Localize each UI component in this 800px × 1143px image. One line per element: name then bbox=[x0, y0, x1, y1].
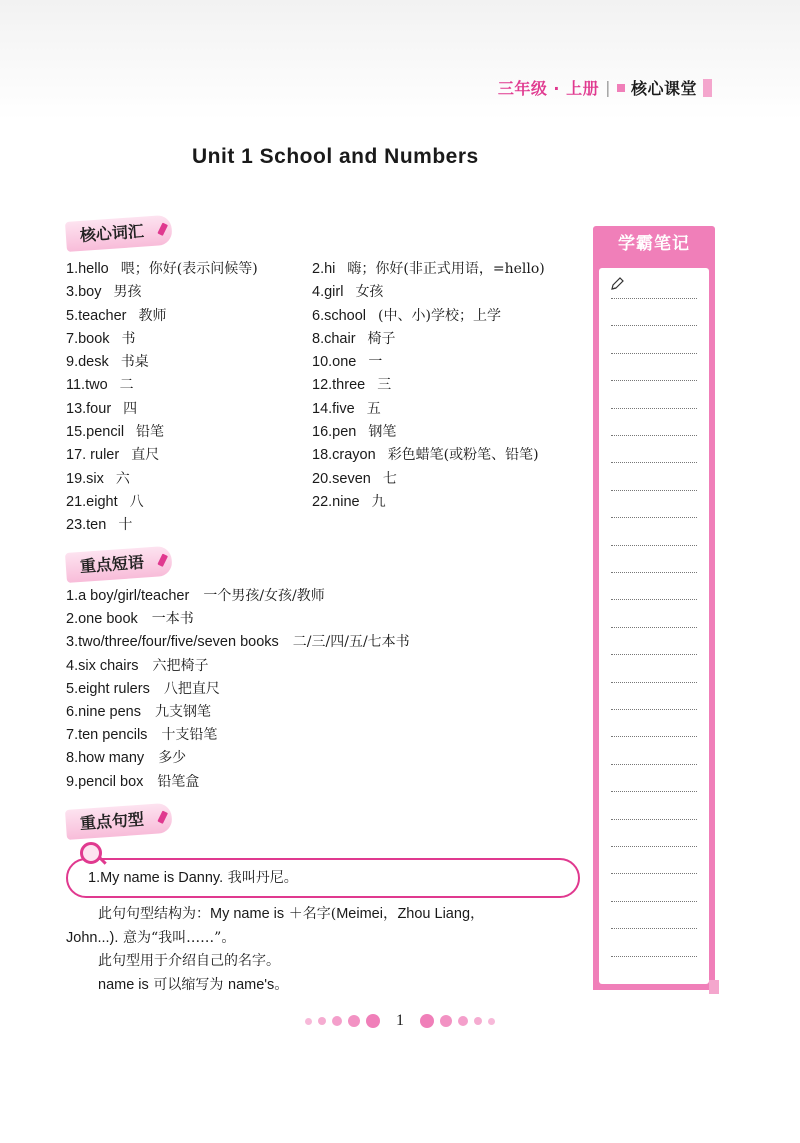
note-line bbox=[611, 517, 697, 518]
vocab-word: 22.nine bbox=[312, 493, 360, 510]
vocab-item bbox=[66, 421, 312, 444]
decor-dot bbox=[305, 1018, 312, 1025]
vocab-meaning: 女孩 bbox=[355, 284, 384, 301]
vocab-meaning: 男孩 bbox=[113, 284, 142, 301]
vocab-word: 2.hi bbox=[312, 261, 336, 277]
decor-dot bbox=[348, 1015, 360, 1027]
notes-tab bbox=[709, 980, 719, 994]
note-line bbox=[611, 819, 697, 820]
section-label-text: 重点短语 bbox=[79, 552, 145, 577]
decor-dot bbox=[420, 1014, 434, 1028]
note-line bbox=[611, 654, 697, 655]
decor-dot bbox=[474, 1017, 482, 1025]
decor-dot bbox=[318, 1017, 326, 1025]
vocab-word: 11.two bbox=[66, 377, 108, 394]
vocab-meaning: 嗨；你好(非正式用语，=hello) bbox=[347, 261, 545, 277]
square-bullet-icon bbox=[617, 84, 625, 92]
vocab-meaning: (中、小)学校；上学 bbox=[378, 307, 501, 324]
explanation-text: My name is bbox=[210, 906, 285, 922]
vocab-item bbox=[312, 444, 586, 467]
vocab-item bbox=[66, 444, 312, 467]
explanation-line-3 bbox=[66, 950, 580, 974]
vocab-word: 4.girl bbox=[312, 284, 344, 301]
vocab-meaning: 彩色蜡笔(或粉笔、铅笔) bbox=[387, 447, 539, 464]
explanation-text: John...). bbox=[66, 929, 119, 946]
vocab-meaning: 四 bbox=[123, 400, 138, 417]
vocab-meaning: 书桌 bbox=[120, 354, 149, 371]
vocab-item bbox=[66, 351, 312, 374]
vocab-word: 17. ruler bbox=[66, 447, 120, 464]
explanation-text: name's。 bbox=[228, 976, 289, 993]
phrase-word: 3.two/three/four/five/seven books bbox=[66, 634, 279, 651]
vocab-item bbox=[312, 468, 586, 491]
vocab-word: 1.hello bbox=[66, 261, 109, 277]
note-line bbox=[611, 462, 697, 463]
key-sentence-cn: 我叫丹尼。 bbox=[227, 870, 298, 886]
vocab-word: 20.seven bbox=[312, 470, 371, 487]
phrase-meaning: 一个男孩/女孩/教师 bbox=[203, 588, 325, 604]
note-line bbox=[611, 298, 697, 299]
note-line bbox=[611, 599, 697, 600]
vocab-item bbox=[312, 281, 586, 304]
phrase-item bbox=[66, 585, 586, 608]
section-label-phrases bbox=[65, 546, 173, 583]
section-label-sentences bbox=[65, 803, 173, 840]
note-line bbox=[611, 408, 697, 409]
phrase-meaning: 多少 bbox=[158, 750, 187, 767]
note-line bbox=[611, 435, 697, 436]
note-line bbox=[611, 682, 697, 683]
book-header-tag bbox=[498, 76, 712, 99]
note-line bbox=[611, 709, 697, 710]
page-footer bbox=[0, 1010, 800, 1032]
vocab-item bbox=[312, 305, 586, 328]
vocab-meaning: 一 bbox=[368, 354, 383, 371]
explanation-text: 意为“我叫……”。 bbox=[123, 929, 236, 946]
vocab-meaning: 椅子 bbox=[367, 330, 396, 347]
note-line bbox=[611, 545, 697, 546]
note-line bbox=[611, 325, 697, 326]
explanation-text: name is bbox=[98, 976, 149, 993]
grade-label: 三年级 · 上册 bbox=[497, 79, 600, 98]
decor-dot bbox=[488, 1018, 495, 1025]
vocab-word: 5.teacher bbox=[66, 307, 127, 324]
vocab-word: 10.one bbox=[312, 354, 357, 371]
vocab-word: 18.crayon bbox=[312, 447, 376, 464]
vocab-item bbox=[312, 258, 586, 281]
vocab-meaning: 六 bbox=[115, 470, 130, 487]
phrase-meaning: 二/三/四/五/七本书 bbox=[292, 634, 410, 651]
vocab-item bbox=[66, 281, 312, 304]
phrase-word: 6.nine pens bbox=[66, 703, 141, 720]
vocab-meaning: 七 bbox=[382, 470, 397, 487]
vocab-meaning: 铅笔 bbox=[136, 424, 165, 441]
pen-icon bbox=[157, 223, 168, 236]
explanation-line-2 bbox=[66, 927, 580, 951]
pen-icon bbox=[157, 811, 168, 824]
header-end-block bbox=[703, 79, 712, 97]
phrase-item bbox=[66, 701, 586, 724]
vocab-item bbox=[312, 491, 586, 514]
note-line bbox=[611, 764, 697, 765]
explanation-text: 此句句型结构为： bbox=[98, 906, 210, 922]
notes-frame bbox=[593, 262, 715, 990]
decor-dot bbox=[366, 1014, 380, 1028]
vocab-meaning: 直尺 bbox=[131, 447, 160, 464]
vocab-meaning: 十 bbox=[118, 517, 133, 534]
vocab-word: 13.four bbox=[66, 400, 112, 417]
vocab-item bbox=[66, 305, 312, 328]
vocab-item bbox=[66, 328, 312, 351]
vocab-word: 23.ten bbox=[66, 517, 107, 534]
vocab-meaning: 教师 bbox=[138, 307, 167, 324]
vocab-meaning: 九 bbox=[371, 493, 386, 510]
notes-writing-area bbox=[599, 268, 709, 984]
phrase-word: 8.how many bbox=[66, 750, 145, 767]
course-label: 核心课堂 bbox=[630, 79, 697, 98]
phrase-word: 9.pencil box bbox=[66, 773, 144, 790]
phrase-list bbox=[66, 585, 586, 794]
notes-title: 学霸笔记 bbox=[593, 226, 715, 262]
explanation-line-1 bbox=[66, 903, 580, 927]
decor-dot bbox=[332, 1016, 342, 1026]
vocab-meaning: 五 bbox=[366, 400, 381, 417]
note-line bbox=[611, 380, 697, 381]
vocab-meaning: 钢笔 bbox=[368, 424, 397, 441]
vocab-word: 19.six bbox=[66, 470, 104, 487]
notes-panel bbox=[593, 226, 715, 996]
vocab-meaning: 八 bbox=[129, 493, 144, 510]
phrase-meaning: 一本书 bbox=[151, 611, 194, 628]
decor-dot bbox=[458, 1016, 468, 1026]
note-line bbox=[611, 353, 697, 354]
phrase-item bbox=[66, 678, 586, 701]
vocab-list bbox=[66, 258, 586, 538]
vocab-item bbox=[66, 374, 312, 397]
phrase-meaning: 十支铅笔 bbox=[161, 727, 218, 744]
phrase-item bbox=[66, 631, 586, 654]
phrase-word: 5.eight rulers bbox=[66, 680, 150, 697]
section-label-vocab bbox=[65, 215, 173, 252]
phrase-meaning: 六把椅子 bbox=[152, 657, 209, 674]
vocab-meaning: 三 bbox=[377, 377, 392, 394]
vocab-word: 8.chair bbox=[312, 330, 356, 347]
phrase-word: 1.a boy/girl/teacher bbox=[66, 588, 190, 604]
key-sentence-box bbox=[66, 858, 580, 898]
note-line bbox=[611, 928, 697, 929]
vocab-item bbox=[312, 374, 586, 397]
sentence-explanation bbox=[66, 903, 580, 997]
header-background bbox=[0, 0, 800, 120]
vocab-item bbox=[312, 328, 586, 351]
vocab-word: 7.book bbox=[66, 330, 110, 347]
note-line bbox=[611, 901, 697, 902]
phrase-meaning: 铅笔盒 bbox=[157, 773, 200, 790]
explanation-text: Meimei，Zhou Liang， bbox=[336, 906, 485, 922]
header-divider: | bbox=[605, 78, 611, 97]
phrase-item bbox=[66, 724, 586, 747]
note-line bbox=[611, 572, 697, 573]
vocab-word: 3.boy bbox=[66, 284, 102, 301]
phrase-item bbox=[66, 747, 586, 770]
explanation-line-4 bbox=[66, 974, 580, 998]
phrase-meaning: 九支钢笔 bbox=[154, 703, 211, 720]
vocab-item bbox=[312, 351, 586, 374]
vocab-word: 6.school bbox=[312, 307, 367, 324]
magnifier-icon bbox=[80, 842, 102, 864]
note-line bbox=[611, 791, 697, 792]
note-line bbox=[611, 956, 697, 957]
vocab-meaning: 书 bbox=[121, 330, 136, 347]
page-title: Unit 1 School and Numbers bbox=[192, 145, 479, 168]
note-line bbox=[611, 490, 697, 491]
pencil-icon bbox=[609, 276, 625, 292]
vocab-meaning: 二 bbox=[119, 377, 134, 394]
key-sentence-en: 1.My name is Danny. bbox=[88, 870, 224, 886]
vocab-word: 21.eight bbox=[66, 493, 118, 510]
section-label-text: 核心词汇 bbox=[79, 221, 145, 246]
vocab-word: 12.three bbox=[312, 377, 366, 394]
phrase-word: 4.six chairs bbox=[66, 657, 139, 674]
pen-icon bbox=[157, 554, 168, 567]
vocab-item bbox=[312, 421, 586, 444]
section-label-text: 重点句型 bbox=[79, 809, 145, 834]
phrase-item bbox=[66, 608, 586, 631]
note-line bbox=[611, 627, 697, 628]
vocab-item bbox=[66, 398, 312, 421]
phrase-word: 2.one book bbox=[66, 611, 138, 628]
note-line bbox=[611, 736, 697, 737]
explanation-text: 此句型用于介绍自己的名字。 bbox=[98, 953, 280, 969]
decor-dot bbox=[440, 1015, 452, 1027]
vocab-item bbox=[66, 468, 312, 491]
phrase-word: 7.ten pencils bbox=[66, 727, 148, 744]
vocab-word: 9.desk bbox=[66, 354, 109, 371]
vocab-word: 14.five bbox=[312, 400, 355, 417]
note-line bbox=[611, 873, 697, 874]
phrase-meaning: 八把直尺 bbox=[163, 680, 220, 697]
explanation-text: ＋名字( bbox=[288, 906, 337, 922]
phrase-item bbox=[66, 655, 586, 678]
vocab-word: 15.pencil bbox=[66, 424, 125, 441]
vocab-word: 16.pen bbox=[312, 424, 357, 441]
explanation-text: 可以缩写为 bbox=[153, 976, 224, 993]
vocab-meaning: 喂；你好(表示问候等) bbox=[120, 261, 258, 277]
vocab-item bbox=[312, 398, 586, 421]
page-number: 1 bbox=[396, 1012, 404, 1029]
vocab-item bbox=[66, 258, 312, 281]
note-line bbox=[611, 846, 697, 847]
phrase-item bbox=[66, 771, 586, 794]
vocab-item bbox=[66, 491, 312, 514]
vocab-item bbox=[66, 514, 312, 537]
